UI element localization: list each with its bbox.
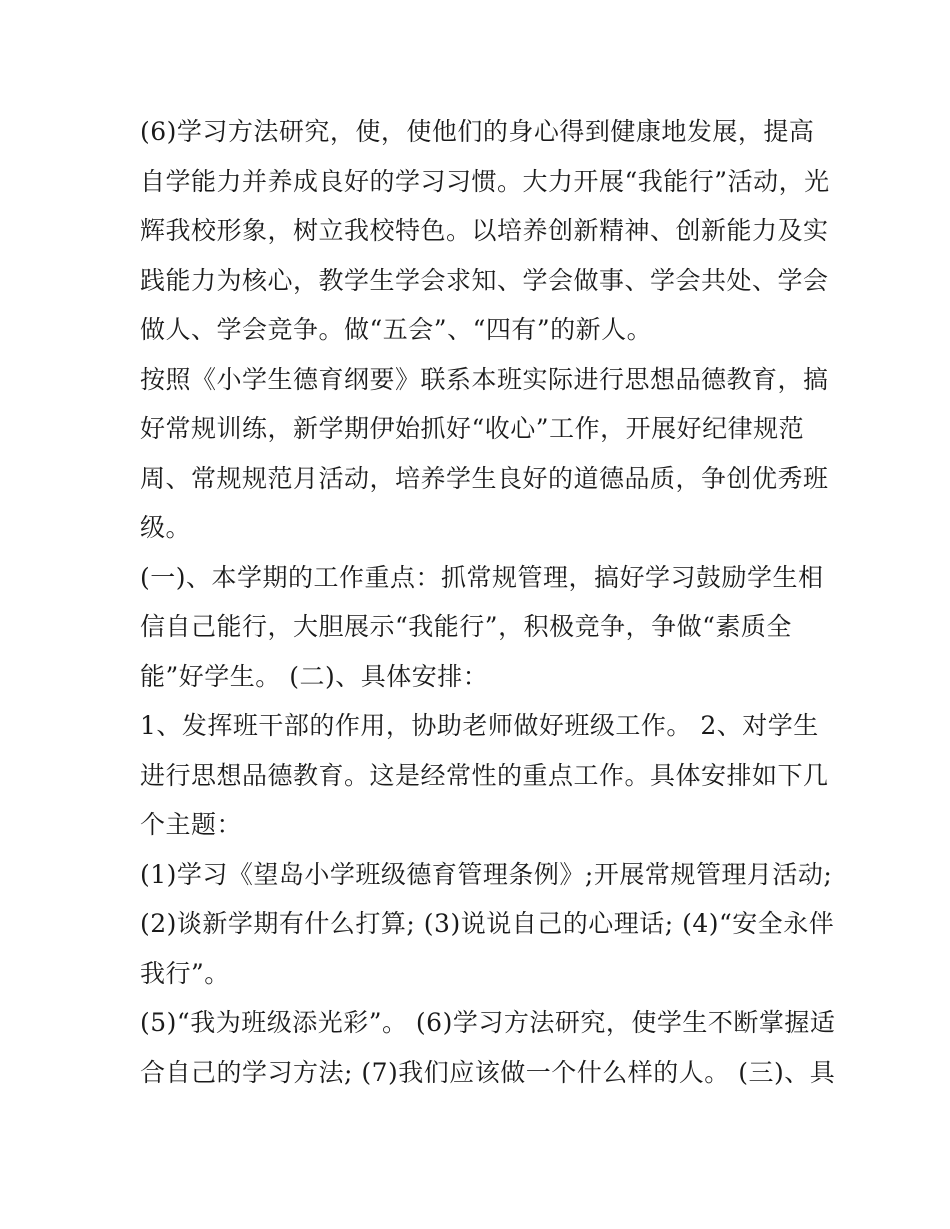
text-line: (2)谈新学期有什么打算; (3)说说自己的心理话; (4)“安全永伴 (140, 909, 835, 938)
text-line: 能”好学生。 (二)、具体安排： (140, 661, 489, 691)
paragraph-5 (140, 850, 835, 999)
text-line: (1)学习《望岛小学班级德育管理条例》;开展常规管理月活动; (140, 859, 833, 889)
text-line: 1、发挥班干部的作用，协助老师做好班级工作。 2、对学生 (140, 711, 819, 740)
paragraph-1 (140, 107, 830, 355)
text-line: 进行思想品德教育。这是经常性的重点工作。具体安排如下几 (140, 760, 829, 790)
text-line: 信自己能行，大胆展示“我能行”，积极竞争，争做“素质全 (140, 612, 792, 641)
paragraph-3 (140, 553, 824, 702)
text-line: 合自己的学习方法; (7)我们应该做一个什么样的人。 (三)、具 (140, 1057, 836, 1087)
paragraph-6 (140, 998, 836, 1097)
text-line: 践能力为核心，教学生学会求知、学会做事、学会共处、学会 (140, 265, 829, 295)
text-line: 按照《小学生德育纲要》联系本班实际进行思想品德教育，搞 (140, 364, 829, 394)
text-line: (一)、本学期的工作重点：抓常规管理，搞好学习鼓励学生相 (140, 562, 824, 592)
text-line: 做人、学会竞争。做“五会”、“四有”的新人。 (140, 315, 653, 344)
text-line: 辉我校形象，树立我校特色。以培养创新精神、创新能力及实 (140, 216, 829, 245)
document-body (140, 107, 836, 1097)
text-line: (5)“我为班级添光彩”。 (6)学习方法研究，使学生不断掌握适 (140, 1008, 836, 1037)
text-line: 我行”。 (140, 958, 230, 988)
paragraph-4 (140, 701, 829, 850)
text-line: 级。 (140, 513, 192, 542)
text-line: 自学能力并养成良好的学习习惯。大力开展“我能行”活动，光 (140, 166, 830, 196)
text-line: 个主题： (140, 810, 243, 839)
text-line: 好常规训练，新学期伊始抓好“收心”工作，开展好纪律规范 (140, 414, 805, 443)
paragraph-2 (140, 355, 829, 553)
text-line: (6)学习方法研究，使，使他们的身心得到健康地发展，提高 (140, 117, 815, 146)
text-line: 周、常规规范月活动，培养学生良好的道德品质，争创优秀班 (140, 463, 829, 493)
